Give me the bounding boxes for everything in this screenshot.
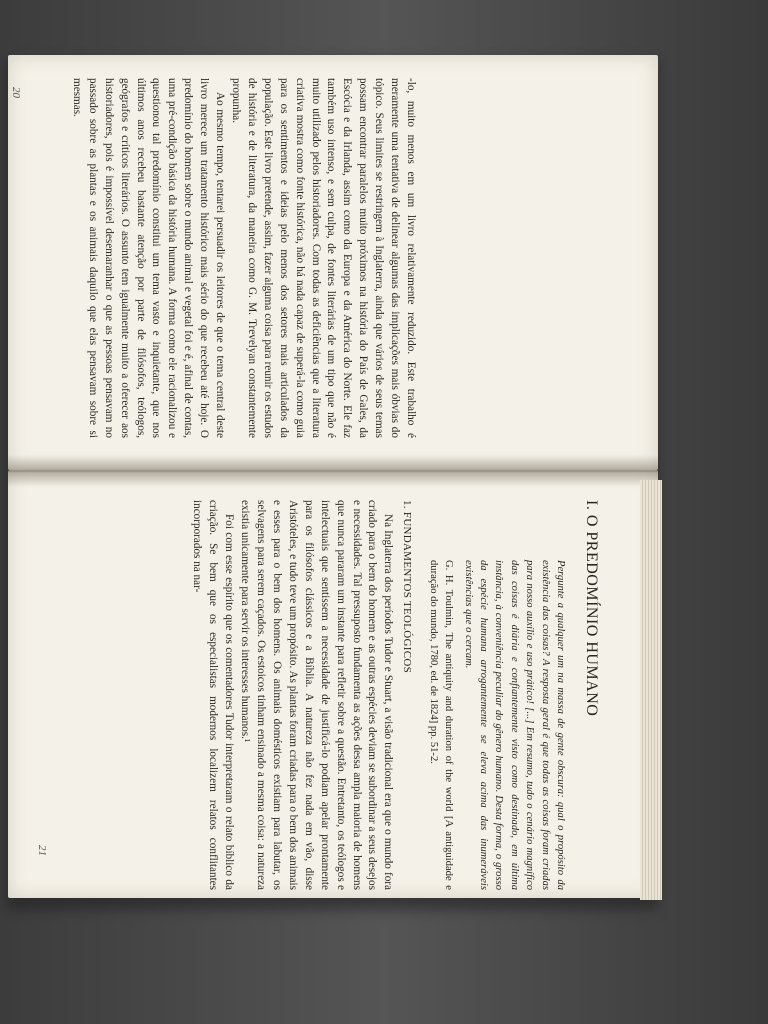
left-page-number: 20 xyxy=(10,87,22,98)
epigraph-source: G. H. Toulmin, The antiquity and duration of the world [A antiguidade e duração do mundo, 1780, ed. de 1824] pp. 51-2. xyxy=(427,560,455,890)
left-page-text xyxy=(68,78,418,438)
left-paragraph-2: Ao mesmo tempo, tentarei persuadir os leitores de que o tema central deste livro merece um tratamento histórico mais sério do que recebeu até hoje. O predomínio do homem sobre o mundo animal e vegetal foi e é, afinal de contas, uma pré-condição básica da história humana. A forma como ele racionalizou e questionou tal predomínio constitui um tema vasto e inquietante, que nos últimos anos recebeu bastante atenção por parte de filósofos, teólogos, geógrafos e críticos literários. O assunto tem igualmente muito a oferecer aos historiadores, pois é impossível desemaranhar o que as pessoas pensavam no passado sobre as plantas e os animais daquilo que elas pensavam sobre si mesmas. xyxy=(70,78,227,438)
chapter-title: I. O PREDOMÍNIO HUMANO xyxy=(583,500,600,717)
section-title: 1. FUNDAMENTOS TEOLÓGICOS xyxy=(401,500,414,674)
right-paragraph-1: Na Inglaterra dos períodos Tudor e Stuart, a visão tradicional era que o mundo fora criado para o bem do homem e as outras espécies deviam se subordinar a seus desejos e necessidades. Tal pressuposto fundamenta as ações dessa ampla maioria de homens que nunca pararam um instante para refletir sobre a questão. Entretanto, os teólogos e intelectuais que sentissem a necessidade de justificá-lo podiam apelar prontamente para os filósofos clássicos e a Bíblia. A natureza não fez nada em vão, disse Aristóteles, e tudo teve um propósito. As plantas foram criadas para o bem dos animais e esses para o bem dos homens. Os animais domésticos existiam para labutar, os selvagens para serem caçados. Os estoicos tinham ensinado a mesma coisa: a natureza existia unicamente para servir os interesses humanos.¹ xyxy=(239,500,395,890)
epigraph: Pergunte a qualquer um na massa de gente obscura: qual o propósito da existência das coisas? A resposta geral é que todas as coisas foram criadas para nosso auxílio e uso prático! [...] Em resumo, tudo o cenário magnífico das coisas é diária e confiantemente visto como destinado, em última instância, à conveniência peculiar do gênero humano. Desta forma, o grosso da espécie humana arrogantemente se eleva acima das inumeráveis existências que o cercam. xyxy=(462,560,566,890)
right-paragraph-2: Foi com esse espírito que os comentadores Tudor interpretaram o relato bíblico da criação. Se bem que os especialistas modernos localizem relatos conflitantes incorporados na nar- xyxy=(191,500,236,890)
page-edges xyxy=(640,480,662,900)
right-page-text xyxy=(189,500,600,890)
book-gutter xyxy=(8,455,658,487)
left-paragraph-1: -lo, muito menos em um livro relativamente reduzido. Este trabalho é meramente uma tentativa de delinear algumas das implicações mais óbvias do tópico. Seus limites se restringem à Inglaterra, ainda que vários de seus temas possam encontrar paralelos muito próximos na história do País de Gales, da Escócia e da Irlanda, assim como da Europa e da América do Norte. Ele faz também uso intenso, e sem culpa, de fontes literárias de um tipo que não é muito utilizado pelos historiadores. Com todas as deficiências que a literatura criativa mostra como fonte histórica, não há nada capaz de superá-la como guia para os sentimentos e ideias pelo menos dos setores mais articulados da população. Este livro pretende, assim, fazer alguma coisa para reunir os estudos de história e de literatura, da maneira como G. M. Trevelyan constantemente propunha. xyxy=(230,78,417,438)
right-page-number: 21 xyxy=(36,845,48,856)
